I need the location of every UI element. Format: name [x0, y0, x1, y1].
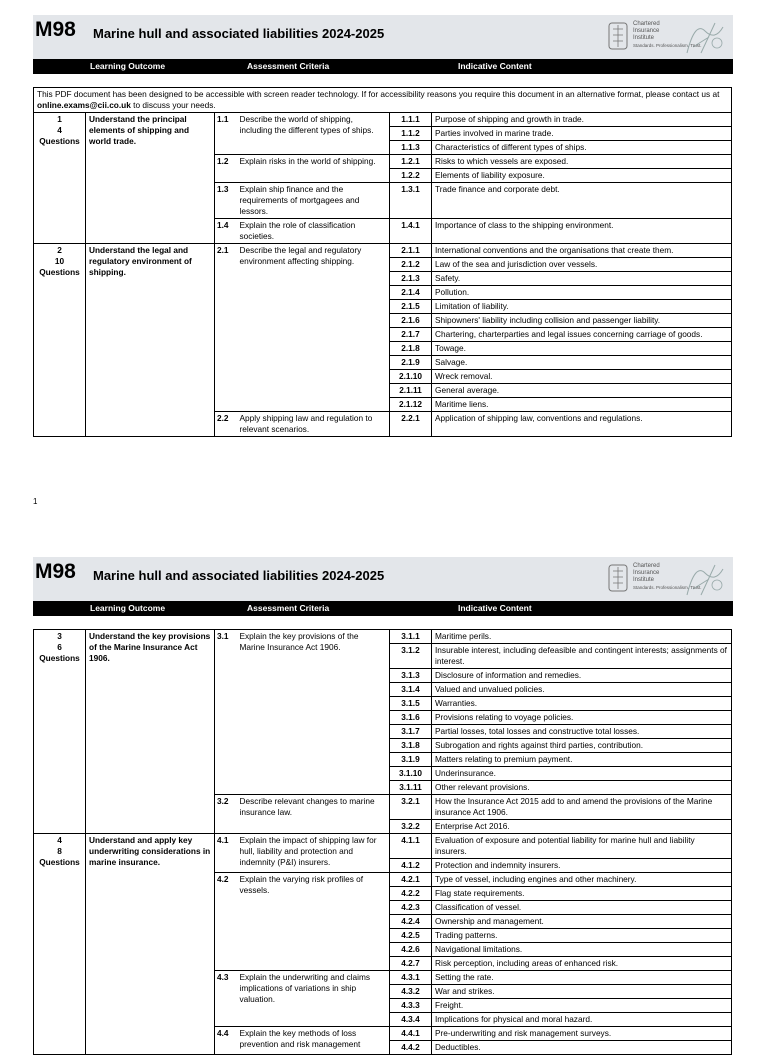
criterion-text: Describe the legal and regulatory environment affecting shipping.: [237, 244, 390, 412]
content-text: Purpose of shipping and growth in trade.: [432, 113, 732, 127]
content-text: Trading patterns.: [432, 929, 732, 943]
content-text: Maritime perils.: [432, 630, 732, 644]
content-text: Limitation of liability.: [432, 300, 732, 314]
content-text: Ownership and management.: [432, 915, 732, 929]
col-indicative-content: Indicative Content: [458, 61, 532, 71]
content-text: Parties involved in marine trade.: [432, 127, 732, 141]
content-text: Law of the sea and jurisdiction over vessels.: [432, 258, 732, 272]
criterion-number: 1.1: [215, 113, 237, 155]
content-text: International conventions and the organisations that create them.: [432, 244, 732, 258]
content-number: 3.1.2: [390, 644, 432, 669]
page-header: [33, 15, 733, 59]
content-text: Safety.: [432, 272, 732, 286]
content-number: 4.3.4: [390, 1013, 432, 1027]
content-number: 1.1.2: [390, 127, 432, 141]
content-text: How the Insurance Act 2015 add to and amend the provisions of the Marine insurance Act 1906.: [432, 795, 732, 820]
cii-logo: [605, 559, 729, 599]
content-number: 4.2.6: [390, 943, 432, 957]
learning-outcome: Understand the key provisions of the Marine Insurance Act 1906.: [86, 630, 215, 834]
content-number: 3.2.2: [390, 820, 432, 834]
logo-text: Chartered Insurance Institute Standards. Professionalism. Trust.: [633, 21, 702, 48]
content-number: 3.1.9: [390, 753, 432, 767]
content-number: 1.2.1: [390, 155, 432, 169]
content-text: Shipowners' liability including collision and passenger liability.: [432, 314, 732, 328]
content-number: 2.1.3: [390, 272, 432, 286]
content-text: Application of shipping law, conventions and regulations.: [432, 412, 732, 437]
criterion-text: Explain the role of classification societies.: [237, 219, 390, 244]
content-number: 2.1.1: [390, 244, 432, 258]
criterion-number: 3.1: [215, 630, 237, 795]
learning-outcome: Understand and apply key underwriting considerations in marine insurance.: [86, 834, 215, 1055]
content-number: 3.1.3: [390, 669, 432, 683]
content-number: 3.1.1: [390, 630, 432, 644]
content-text: Setting the rate.: [432, 971, 732, 985]
content-number: 3.1.5: [390, 697, 432, 711]
notice-text-end: to discuss your needs.: [130, 100, 216, 110]
content-number: 4.3.1: [390, 971, 432, 985]
accessibility-notice-row: [34, 88, 732, 113]
logo-text: Chartered Insurance Institute Standards. Professionalism. Trust.: [633, 563, 702, 590]
criterion-text: Describe the world of shipping, including the different types of ships.: [237, 113, 390, 155]
criterion-text: Apply shipping law and regulation to relevant scenarios.: [237, 412, 390, 437]
outcome-qlabel: Questions: [39, 653, 80, 663]
content-text: Risk perception, including areas of enhanced risk.: [432, 957, 732, 971]
content-text: Other relevant provisions.: [432, 781, 732, 795]
content-text: Deductibles.: [432, 1041, 732, 1055]
outcome-num: 3: [57, 631, 62, 641]
criterion-text: Explain the varying risk profiles of vessels.: [237, 873, 390, 971]
content-number: 4.4.2: [390, 1041, 432, 1055]
content-text: Characteristics of different types of ships.: [432, 141, 732, 155]
content-text: Pre-underwriting and risk management surveys.: [432, 1027, 732, 1041]
content-number: 4.2.2: [390, 887, 432, 901]
content-text: Protection and indemnity insurers.: [432, 859, 732, 873]
content-number: 1.1.1: [390, 113, 432, 127]
content-text: Partial losses, total losses and constructive total losses.: [432, 725, 732, 739]
content-number: 2.1.11: [390, 384, 432, 398]
content-text: Enterprise Act 2016.: [432, 820, 732, 834]
content-text: Chartering, charterparties and legal issues concerning carriage of goods.: [432, 328, 732, 342]
content-number: 2.1.6: [390, 314, 432, 328]
criterion-text: Explain risks in the world of shipping.: [237, 155, 390, 183]
page-number: 1: [33, 497, 38, 506]
content-text: Subrogation and rights against third parties, contribution.: [432, 739, 732, 753]
content-number: 4.4.1: [390, 1027, 432, 1041]
criterion-text: Explain the key methods of loss prevention and risk management: [237, 1027, 390, 1055]
criterion-number: 3.2: [215, 795, 237, 834]
content-number: 3.1.11: [390, 781, 432, 795]
content-text: Navigational limitations.: [432, 943, 732, 957]
content-number: 4.2.5: [390, 929, 432, 943]
notice-text: This PDF document has been designed to be accessible with screen reader technology. If for accessibility reasons you require this document in an alternative format, please contact us at: [37, 89, 720, 99]
outcome-qcount: 4: [57, 125, 62, 135]
content-number: 1.1.3: [390, 141, 432, 155]
criterion-number: 1.2: [215, 155, 237, 183]
content-number: 4.1.2: [390, 859, 432, 873]
content-number: 2.1.2: [390, 258, 432, 272]
content-text: Disclosure of information and remedies.: [432, 669, 732, 683]
content-text: Provisions relating to voyage policies.: [432, 711, 732, 725]
column-header-bar: [33, 59, 733, 74]
syllabus-table: [33, 629, 732, 1055]
page-title: Marine hull and associated liabilities 2024-2025: [93, 568, 385, 583]
content-number: 4.3.2: [390, 985, 432, 999]
criterion-number: 2.1: [215, 244, 237, 412]
criterion-text: Explain the underwriting and claims implications of variations in ship valuation.: [237, 971, 390, 1027]
content-text: War and strikes.: [432, 985, 732, 999]
content-text: Freight.: [432, 999, 732, 1013]
content-number: 3.1.8: [390, 739, 432, 753]
criterion-number: 4.2: [215, 873, 237, 971]
content-number: 3.1.4: [390, 683, 432, 697]
criterion-number: 1.3: [215, 183, 237, 219]
content-text: Salvage.: [432, 356, 732, 370]
exam-code: M98: [35, 18, 76, 41]
learning-outcome: Understand the legal and regulatory environment of shipping.: [86, 244, 215, 437]
contact-email-link[interactable]: online.exams@cii.co.uk: [37, 100, 131, 110]
criterion-text: Explain the key provisions of the Marine Insurance Act 1906.: [237, 630, 390, 795]
syllabus-table: [33, 87, 732, 437]
content-number: 2.1.4: [390, 286, 432, 300]
syllabus-table-1: [33, 87, 732, 437]
col-learning-outcome: Learning Outcome: [90, 61, 166, 71]
content-number: 3.1.7: [390, 725, 432, 739]
cii-logo: [605, 17, 729, 57]
outcome-qlabel: Questions: [39, 857, 80, 867]
outcome-num: 4: [57, 835, 62, 845]
criterion-text: Explain ship finance and the requirements of mortgagees and lessors.: [237, 183, 390, 219]
content-text: Classification of vessel.: [432, 901, 732, 915]
content-text: Flag state requirements.: [432, 887, 732, 901]
criterion-number: 1.4: [215, 219, 237, 244]
outcome-qcount: 10: [54, 256, 65, 266]
outcome-number: [34, 244, 86, 437]
content-text: Insurable interest, including defeasible and contingent interests; assignments of interest.: [432, 644, 732, 669]
col-assessment-criteria: Assessment Criteria: [247, 603, 330, 613]
content-number: 4.2.4: [390, 915, 432, 929]
content-text: Trade finance and corporate debt.: [432, 183, 732, 219]
content-number: 2.1.10: [390, 370, 432, 384]
content-text: Implications for physical and moral hazard.: [432, 1013, 732, 1027]
outcome-qlabel: Questions: [39, 136, 80, 146]
content-number: 1.2.2: [390, 169, 432, 183]
page-title: Marine hull and associated liabilities 2024-2025: [93, 26, 385, 41]
content-number: 4.2.3: [390, 901, 432, 915]
outcome-number: [34, 834, 86, 1055]
content-number: 2.1.5: [390, 300, 432, 314]
content-text: Elements of liability exposure.: [432, 169, 732, 183]
col-learning-outcome: Learning Outcome: [90, 603, 166, 613]
page-header: [33, 557, 733, 601]
accessibility-notice: [34, 88, 732, 113]
content-text: Risks to which vessels are exposed.: [432, 155, 732, 169]
col-indicative-content: Indicative Content: [458, 603, 532, 613]
content-number: 2.1.8: [390, 342, 432, 356]
outcome-qlabel: Questions: [39, 267, 80, 277]
content-number: 2.1.12: [390, 398, 432, 412]
criterion-number: 4.3: [215, 971, 237, 1027]
outcome-num: 2: [57, 245, 62, 255]
criterion-text: Explain the impact of shipping law for hull, liability and protection and indemnity (P&I) insurers.: [237, 834, 390, 873]
column-header-bar: [33, 601, 733, 616]
content-text: Importance of class to the shipping environment.: [432, 219, 732, 244]
content-number: 3.1.10: [390, 767, 432, 781]
content-text: Valued and unvalued policies.: [432, 683, 732, 697]
criterion-text: Describe relevant changes to marine insurance law.: [237, 795, 390, 834]
outcome-qcount: 6: [57, 642, 62, 652]
content-text: Underinsurance.: [432, 767, 732, 781]
content-text: Towage.: [432, 342, 732, 356]
content-number: 4.3.3: [390, 999, 432, 1013]
col-assessment-criteria: Assessment Criteria: [247, 61, 330, 71]
content-number: 4.1.1: [390, 834, 432, 859]
content-number: 4.2.1: [390, 873, 432, 887]
criterion-number: 4.4: [215, 1027, 237, 1055]
content-text: Maritime liens.: [432, 398, 732, 412]
outcome-number: [34, 113, 86, 244]
learning-outcome: Understand the principal elements of shipping and world trade.: [86, 113, 215, 244]
table-row: [34, 630, 732, 644]
outcome-qcount: 8: [57, 846, 62, 856]
content-text: Pollution.: [432, 286, 732, 300]
content-number: 3.2.1: [390, 795, 432, 820]
content-text: Matters relating to premium payment.: [432, 753, 732, 767]
table-row: [34, 113, 732, 127]
content-number: 1.3.1: [390, 183, 432, 219]
content-number: 3.1.6: [390, 711, 432, 725]
content-number: 2.2.1: [390, 412, 432, 437]
content-text: Type of vessel, including engines and other machinery.: [432, 873, 732, 887]
exam-code: M98: [35, 560, 76, 583]
content-number: 2.1.9: [390, 356, 432, 370]
content-text: Evaluation of exposure and potential liability for marine hull and liability insurers.: [432, 834, 732, 859]
syllabus-table-2: [33, 629, 732, 1055]
content-text: General average.: [432, 384, 732, 398]
outcome-number: [34, 630, 86, 834]
criterion-number: 4.1: [215, 834, 237, 873]
content-number: 2.1.7: [390, 328, 432, 342]
content-text: Warranties.: [432, 697, 732, 711]
content-text: Wreck removal.: [432, 370, 732, 384]
content-number: 4.2.7: [390, 957, 432, 971]
content-number: 1.4.1: [390, 219, 432, 244]
table-row: [34, 834, 732, 859]
outcome-num: 1: [57, 114, 62, 124]
criterion-number: 2.2: [215, 412, 237, 437]
table-row: [34, 244, 732, 258]
